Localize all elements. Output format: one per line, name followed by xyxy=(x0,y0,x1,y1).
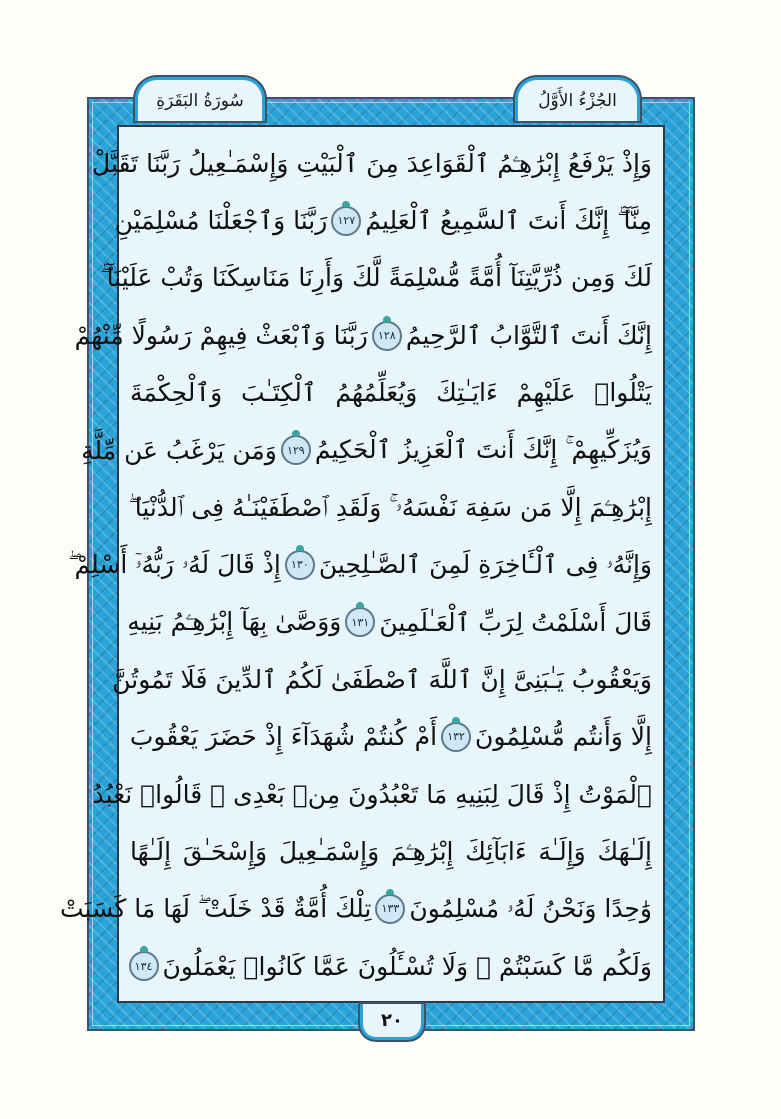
verse-text: قَالَ أَسْلَمْتُ لِرَبِّ ٱلْعَـٰلَمِينَ xyxy=(379,607,652,637)
ayah-number-marker-icon: ١٢٧ xyxy=(331,206,361,236)
verse-text: تِلْكَ أُمَّةٌ قَدْ خَلَتْ ۖ لَهَا مَا كَسَبَتْ xyxy=(60,893,372,923)
ayah-number-marker-icon: ١٢٩ xyxy=(281,435,311,465)
text-line xyxy=(127,594,652,651)
text-line xyxy=(112,651,652,708)
verse-text: إِلَّا وَأَنتُم مُّسْلِمُونَ xyxy=(475,722,652,752)
text-line xyxy=(68,536,652,593)
verse-text: ٱلْمَوْتُ إِذْ قَالَ لِبَنِيهِ مَا تَعْبُدُونَ مِنۢ بَعْدِى ۖ قَالُوا۟ نَعْبُدُ xyxy=(92,779,652,809)
verse-text: يَتْلُوا۟ عَلَيْهِمْ ءَايَـٰتِكَ وَيُعَلِّمُهُمُ ٱلْكِتَـٰبَ وَٱلْحِكْمَةَ xyxy=(130,378,652,408)
verse-text: وَمَن يَرْغَبُ عَن مِّلَّةِ xyxy=(81,435,277,465)
juz-label: الجُزْءُ الأَوَّلُ xyxy=(538,90,617,111)
text-line xyxy=(81,422,652,479)
verse-text: إِبْرَٰهِـۧمَ إِلَّا مَن سَفِهَ نَفْسَهُۥ ۚ وَلَقَدِ ٱصْطَفَيْنَـٰهُ فِى ٱلدُّنْيَا ۖ xyxy=(128,492,652,522)
verse-text: وَإِذْ يَرْفَعُ إِبْرَٰهِـۧمُ ٱلْقَوَاعِدَ مِنَ ٱلْبَيْتِ وَإِسْمَـٰعِيلُ رَبَّنَا تَقَبَّلْ xyxy=(92,148,652,178)
verse-text: رَبَّنَا وَٱبْعَثْ فِيهِمْ رَسُولًا مِّنْهُمْ xyxy=(74,321,368,351)
verse-text: وَوَصَّىٰ بِهَآ إِبْرَٰهِـۧمُ بَنِيهِ xyxy=(127,607,342,637)
text-line xyxy=(130,708,652,765)
text-line xyxy=(130,823,652,880)
ayah-number-marker-icon: ١٣١ xyxy=(345,607,375,637)
ayah-number-marker-icon: ١٣٣ xyxy=(375,894,405,924)
text-line xyxy=(100,250,652,307)
verse-text: وَٰحِدًا وَنَحْنُ لَهُۥ مُسْلِمُونَ xyxy=(409,893,652,923)
verse-text: وَيَعْقُوبُ يَـٰبَنِىَّ إِنَّ ٱللَّهَ ٱصْطَفَىٰ لَكُمُ ٱلدِّينَ فَلَا تَمُوتُنَّ xyxy=(112,665,652,695)
surah-name-label: سُورَةُ البَقَرَةِ xyxy=(156,90,244,111)
text-line xyxy=(74,307,652,364)
verse-text: وَيُزَكِّيهِمْ ۚ إِنَّكَ أَنتَ ٱلْعَزِيزُ ٱلْحَكِيمُ xyxy=(314,435,652,465)
juz-header xyxy=(515,77,640,121)
ayah-number-marker-icon: ١٣٢ xyxy=(441,722,471,752)
page-number-badge xyxy=(360,1004,424,1040)
verse-text: لَكَ وَمِن ذُرِّيَّتِنَآ أُمَّةً مُّسْلِمَةً لَّكَ وَأَرِنَا مَنَاسِكَنَا وَتُبْ عَلَيْنَآ ۖ xyxy=(100,263,652,293)
text-line xyxy=(130,479,652,536)
verse-text: مِنَّآ ۖ إِنَّكَ أَنتَ ٱلسَّمِيعُ ٱلْعَلِيمُ xyxy=(365,205,652,235)
verse-text: إِذْ قَالَ لَهُۥ رَبُّهُۥٓ أَسْلِمْ ۖ xyxy=(68,549,281,579)
verse-text: أَمْ كُنتُمْ شُهَدَآءَ إِذْ حَضَرَ يَعْقُوبَ xyxy=(129,722,438,752)
ayah-number-marker-icon: ١٣٠ xyxy=(285,550,315,580)
verse-lines xyxy=(60,135,652,995)
verse-text: إِنَّكَ أَنتَ ٱلتَّوَّابُ ٱلرَّحِيمُ xyxy=(405,321,652,351)
ayah-number-marker-icon: ١٣٤ xyxy=(129,951,159,981)
text-line xyxy=(114,192,652,249)
text-line xyxy=(60,880,652,937)
verse-text: وَإِنَّهُۥ فِى ٱلْـَٔاخِرَةِ لَمِنَ ٱلصَّـٰلِحِينَ xyxy=(318,549,652,579)
text-line xyxy=(130,938,652,995)
verse-text: إِلَـٰهَكَ وَإِلَـٰهَ ءَابَآئِكَ إِبْرَٰهِـۧمَ وَإِسْمَـٰعِيلَ وَإِسْحَـٰقَ إِلَـٰهًا xyxy=(130,836,652,866)
text-line xyxy=(92,135,652,192)
verse-text: رَبَّنَا وَٱجْعَلْنَا مُسْلِمَيْنِ xyxy=(114,206,328,236)
verse-text: وَلَكُم مَّا كَسَبْتُمْ ۖ وَلَا تُسْـَٔلُونَ عَمَّا كَانُوا۟ يَعْمَلُونَ xyxy=(162,951,652,981)
page-number: ٢٠ xyxy=(381,1010,403,1031)
text-line xyxy=(130,364,652,421)
text-line xyxy=(92,766,652,823)
ayah-number-marker-icon: ١٢٨ xyxy=(372,321,402,351)
surah-name-header xyxy=(135,77,265,121)
